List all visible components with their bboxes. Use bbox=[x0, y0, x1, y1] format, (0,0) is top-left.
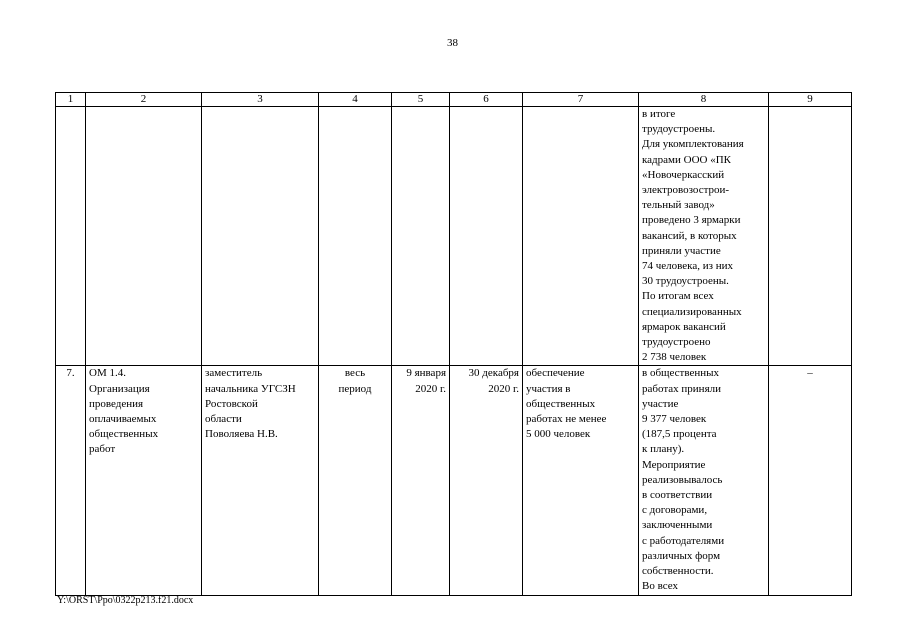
text-line: (187,5 процента bbox=[642, 428, 717, 441]
text-line: реализовывалось bbox=[642, 473, 723, 486]
text-line: 2020 г. bbox=[415, 382, 446, 395]
text-line: тельный завод» bbox=[642, 199, 715, 212]
text-line: 74 человека, из них bbox=[642, 260, 733, 273]
column-number-row bbox=[56, 93, 852, 107]
text-line: 30 трудоустроены. bbox=[642, 275, 729, 288]
text-line: электровозострои- bbox=[642, 184, 730, 197]
text-line: «Новочеркасский bbox=[642, 168, 725, 181]
text-line: Организация bbox=[89, 382, 150, 395]
text-line: проведения bbox=[89, 397, 144, 410]
text-line: общественных bbox=[89, 428, 159, 441]
header-col-8: 8 bbox=[639, 93, 769, 107]
cell bbox=[319, 107, 392, 366]
cell-start-date bbox=[392, 366, 450, 595]
header-col-9: 9 bbox=[769, 93, 852, 107]
text-line: трудоустроены. bbox=[642, 123, 716, 136]
cell-responsible bbox=[202, 366, 319, 595]
text-line: к плану). bbox=[642, 443, 685, 456]
text-line: заместитель bbox=[205, 367, 263, 380]
text-line: По итогам всех bbox=[642, 290, 714, 303]
header-col-1: 1 bbox=[56, 93, 86, 107]
header-col-6: 6 bbox=[450, 93, 523, 107]
text-line: Мероприятие bbox=[642, 458, 706, 471]
cell bbox=[202, 107, 319, 366]
text-line: Во всех bbox=[642, 580, 678, 593]
text-line: с работодателями bbox=[642, 534, 725, 547]
cell bbox=[392, 107, 450, 366]
text-line: весь bbox=[344, 367, 366, 380]
cell-period bbox=[319, 366, 392, 595]
file-path-footer: Y:\ORST\Ppo\0322p213.f21.docx bbox=[57, 595, 194, 606]
text-line: в общественных bbox=[642, 367, 720, 380]
text-line: начальника УГСЗН bbox=[205, 382, 296, 395]
text-line: заключенными bbox=[642, 519, 713, 532]
text-line: 9 377 человек bbox=[642, 413, 707, 426]
header-col-5: 5 bbox=[392, 93, 450, 107]
text-line: в итоге bbox=[642, 108, 676, 120]
cell-results-continued bbox=[639, 107, 769, 366]
text-line: Ростовской bbox=[205, 397, 258, 410]
text-line: ОМ 1.4. bbox=[89, 367, 126, 380]
header-col-3: 3 bbox=[202, 93, 319, 107]
cell-notes: – bbox=[769, 366, 852, 595]
text-line: кадрами ООО «ПК bbox=[642, 153, 731, 166]
text-line: собственности. bbox=[642, 565, 714, 578]
cell bbox=[523, 107, 639, 366]
text-line: работах не менее bbox=[526, 413, 607, 426]
table-row-continuation bbox=[56, 107, 852, 366]
cell-end-date bbox=[450, 366, 523, 595]
text-line: общественных bbox=[526, 397, 596, 410]
text-line: различных форм bbox=[642, 549, 721, 562]
cell-row-number: 7. bbox=[56, 366, 86, 595]
text-line: в соответствии bbox=[642, 489, 713, 502]
text-line: обеспечение bbox=[526, 367, 585, 380]
table-row bbox=[56, 366, 852, 595]
text-line: ярмарок вакансий bbox=[642, 320, 726, 333]
text-line: приняли участие bbox=[642, 244, 721, 257]
text-line: работах приняли bbox=[642, 382, 722, 395]
text-line: Для укомплектования bbox=[642, 138, 744, 151]
header-col-2: 2 bbox=[86, 93, 202, 107]
header-col-4: 4 bbox=[319, 93, 392, 107]
cell bbox=[450, 107, 523, 366]
text-line: 2 738 человек bbox=[642, 351, 707, 364]
text-line: 9 января bbox=[406, 367, 446, 380]
text-line: трудоустроено bbox=[642, 336, 711, 349]
cell-measure bbox=[86, 366, 202, 595]
text-line: работ bbox=[89, 443, 116, 456]
text-line: проведено 3 ярмарки bbox=[642, 214, 741, 227]
text-line: области bbox=[205, 413, 242, 426]
header-col-7: 7 bbox=[523, 93, 639, 107]
cell-results bbox=[639, 366, 769, 595]
cell bbox=[56, 107, 86, 366]
text-line: с договорами, bbox=[642, 504, 708, 517]
text-line: Поволяева Н.В. bbox=[205, 428, 278, 441]
text-line: 30 декабря bbox=[468, 367, 519, 380]
program-table bbox=[55, 92, 852, 596]
text-line: специализированных bbox=[642, 305, 742, 318]
text-line: участия в bbox=[526, 382, 571, 395]
text-line: 2020 г. bbox=[488, 382, 519, 395]
text-line: 5 000 человек bbox=[526, 428, 591, 441]
cell bbox=[86, 107, 202, 366]
page-number: 38 bbox=[447, 37, 458, 49]
text-line: участие bbox=[642, 397, 679, 410]
cell-expected-result bbox=[523, 366, 639, 595]
text-line: период bbox=[338, 382, 372, 395]
text-line: вакансий, в которых bbox=[642, 229, 737, 242]
cell bbox=[769, 107, 852, 366]
text-line: оплачиваемых bbox=[89, 413, 157, 426]
